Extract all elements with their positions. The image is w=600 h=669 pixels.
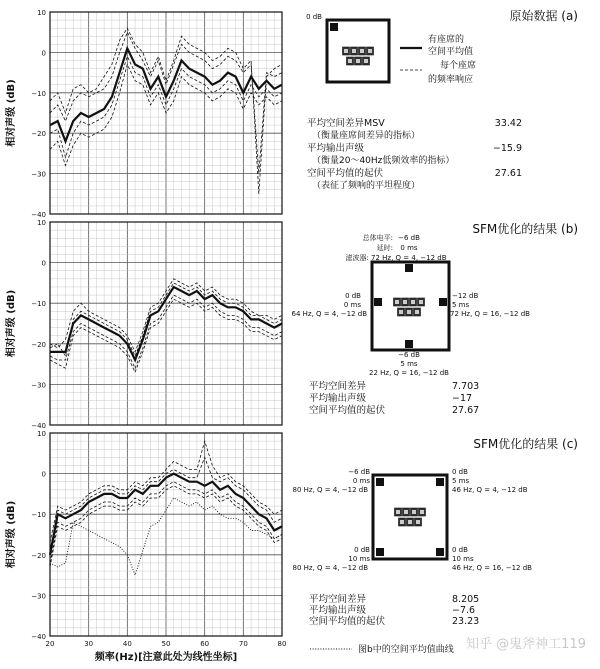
y-tick-label: 10 (37, 430, 46, 438)
x-tick-label: 50 (161, 640, 171, 648)
seat-icon-detail (416, 520, 420, 524)
metric-note: （表征了频响的平坦程度） (312, 181, 421, 191)
seat-icon-detail (395, 300, 399, 304)
room-label: 0 dB (345, 292, 361, 300)
metric-label: 空间平均值的起伏 (307, 168, 384, 179)
subwoofer-icon (374, 298, 382, 306)
y-tick-label: −40 (31, 211, 46, 219)
subwoofer-icon (439, 298, 447, 306)
subwoofer-icon (405, 264, 413, 272)
room-label: 64 Hz, Q = 4, −12 dB (291, 310, 367, 318)
seat-icon-detail (403, 300, 407, 304)
panel-label-a: 原始数据 (a) (509, 9, 578, 23)
room-label: 22 Hz, Q = 16, −12 dB (369, 369, 449, 377)
room-header-value: −6 dB (398, 234, 420, 242)
panel-label-c: SFM优化的结果 (c) (473, 437, 578, 451)
x-tick-label: 40 (122, 640, 132, 648)
y-axis-label: 相对声级 (dB) (6, 79, 17, 147)
seat-icon-detail (368, 49, 372, 53)
metric-label: 平均空间差异 (309, 594, 367, 605)
metric-value: 27.67 (452, 405, 480, 416)
metric-value: 33.42 (494, 118, 522, 129)
x-tick-label: 60 (200, 640, 210, 648)
y-tick-label: −30 (31, 381, 46, 390)
metric-label: 平均空间差异MSV (307, 118, 385, 129)
y-tick-label: −20 (31, 340, 46, 349)
chart-b (4, 219, 282, 430)
seat-icon-detail (420, 510, 424, 514)
seat-icon-detail (396, 510, 400, 514)
x-tick-label: 80 (277, 640, 287, 648)
seat-icon-detail (415, 310, 419, 314)
y-tick-label: 0 (41, 49, 46, 58)
room-label: 46 Hz, Q = 16, −12 dB (452, 564, 532, 572)
seat-icon-detail (360, 49, 364, 53)
room-label: 0 dB (452, 546, 468, 554)
y-tick-label: −20 (31, 130, 46, 139)
room-label: 10 ms (452, 555, 474, 563)
footnote-label: 图b中的空间平均值曲线 (358, 645, 454, 655)
x-tick-label: 20 (45, 640, 55, 648)
subwoofer-icon (330, 23, 338, 31)
y-tick-label: −10 (31, 511, 46, 520)
y-tick-label: −10 (31, 300, 46, 309)
room-label: 80 Hz, Q = 4, −12 dB (292, 486, 368, 494)
y-tick-label: −20 (31, 551, 46, 560)
seat-icon-detail (400, 520, 404, 524)
room-header-label: 延时: (376, 244, 393, 252)
room-label: 0 dB (306, 13, 322, 21)
metric-label: 空间平均值的起伏 (309, 405, 386, 416)
y-tick-label: 10 (37, 219, 46, 227)
metric-label: 空间平均值的起伏 (309, 616, 386, 627)
x-tick-label: 70 (238, 640, 248, 648)
subwoofer-icon (376, 548, 384, 556)
room-header-filter: 滤波器: 72 Hz, Q = 4, −12 dB (345, 254, 447, 262)
room-label: −6 dB (398, 351, 420, 359)
metric-value: −7.6 (452, 605, 476, 616)
room-label: 5 ms (452, 477, 470, 485)
metric-label: 平均输出声级 (309, 605, 367, 616)
y-axis-label: 相对声级 (dB) (6, 500, 17, 569)
metric-value: −15.9 (492, 143, 522, 154)
watermark: 知乎 @鬼斧神工119 (466, 637, 586, 652)
metric-value: 23.23 (452, 616, 480, 627)
room-outline (373, 475, 447, 559)
x-axis-label: 频率(Hz)[注意此处为线性坐标] (94, 652, 238, 663)
metric-value: −17 (452, 393, 473, 404)
legend-solid-label: 有座席的 (428, 35, 465, 45)
room-label: 5 ms (452, 301, 470, 309)
room-label: 0 ms (343, 301, 361, 309)
y-tick-label: −40 (31, 422, 46, 430)
legend-dashed-label: 每个座席 (440, 61, 477, 71)
seat-icon-detail (352, 49, 356, 53)
room-label: −12 dB (452, 292, 479, 300)
seat-icon-detail (399, 310, 403, 314)
subwoofer-icon (436, 548, 444, 556)
legend-solid-label: 空间平均值 (428, 47, 474, 57)
subwoofer-icon (436, 478, 444, 486)
room-label: 80 Hz, Q = 4, −12 dB (292, 564, 368, 572)
room-label: 46 Hz, Q = 4, −12 dB (452, 486, 528, 494)
seat-icon-detail (419, 300, 423, 304)
legend-dashed-label: 的频率响应 (428, 75, 474, 85)
seat-icon-detail (408, 520, 412, 524)
seat-icon-detail (364, 59, 368, 63)
room-diagram-c (373, 475, 447, 559)
y-tick-label: −10 (31, 89, 46, 98)
subwoofer-icon (405, 340, 413, 348)
room-header-label: 总体电平: (362, 234, 393, 242)
seat-icon-detail (407, 310, 411, 314)
room-diagram-a (306, 13, 389, 82)
y-axis-label: 相对声级 (dB) (6, 289, 17, 358)
panel-label-b: SFM优化的结果 (b) (472, 222, 578, 236)
seat-icon-detail (404, 510, 408, 514)
y-tick-label: −40 (31, 633, 46, 641)
room-header-value: 0 ms (400, 244, 418, 252)
metric-value: 27.61 (494, 168, 522, 179)
x-tick-label: 30 (84, 640, 94, 648)
room-label: −6 dB (348, 468, 370, 476)
room-label: 72 Hz, Q = 16, −12 dB (450, 310, 530, 318)
room-label: 10 ms (348, 555, 370, 563)
seat-icon-detail (412, 510, 416, 514)
y-tick-label: −30 (31, 592, 46, 601)
y-tick-label: 10 (37, 9, 46, 17)
y-tick-label: 0 (41, 259, 46, 268)
metric-value: 7.703 (452, 381, 480, 392)
room-label: 0 ms (352, 477, 370, 485)
metric-note: （衡量座席间差异的指标） (312, 131, 421, 141)
y-tick-label: 0 (41, 470, 46, 479)
metric-value: 8.205 (452, 594, 480, 605)
chart-c (4, 430, 286, 663)
metric-note: （衡量20～40Hz低频效率的指标） (312, 156, 455, 166)
chart-a (4, 9, 282, 219)
room-diagram-b (372, 262, 449, 350)
metric-label: 平均空间差异 (309, 381, 367, 392)
metric-label: 平均输出声级 (309, 393, 367, 404)
y-tick-label: −30 (31, 170, 46, 179)
seat-icon-detail (356, 59, 360, 63)
room-label: 0 dB (452, 468, 468, 476)
seat-icon-detail (411, 300, 415, 304)
room-label: 0 dB (354, 546, 370, 554)
seat-icon-detail (344, 49, 348, 53)
room-label: 5 ms (400, 360, 418, 368)
metric-label: 平均输出声级 (307, 143, 365, 154)
subwoofer-icon (376, 478, 384, 486)
seat-icon-detail (348, 59, 352, 63)
